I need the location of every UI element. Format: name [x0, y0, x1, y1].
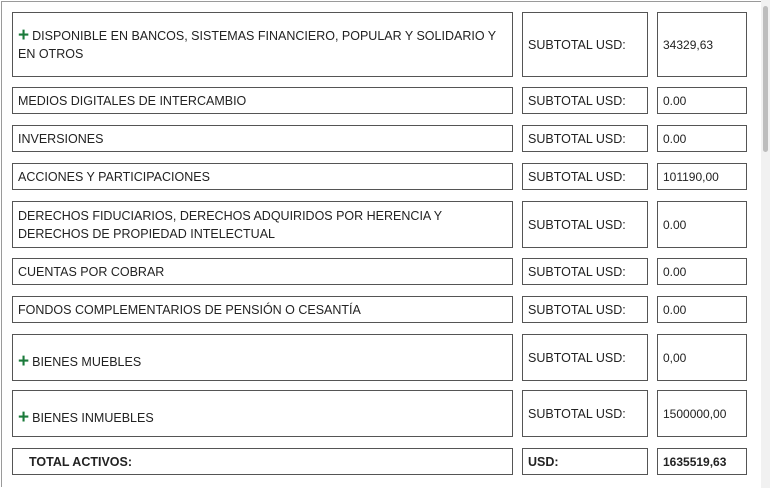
label-bienes-inmuebles[interactable]: + BIENES INMUEBLES [12, 390, 513, 437]
label-inversiones: INVERSIONES [12, 125, 513, 152]
label-disponible[interactable]: + DISPONIBLE EN BANCOS, SISTEMAS FINANCIERO, POPULAR Y SOLIDARIO Y EN OTROS [12, 12, 513, 77]
amount-field-bienes-muebles[interactable]: 0,00 [657, 334, 747, 381]
plus-icon[interactable]: + [18, 24, 30, 46]
amount-field-fondos[interactable]: 0.00 [657, 296, 747, 323]
subtotal-label: SUBTOTAL USD: [522, 87, 648, 114]
scrollbar-thumb[interactable] [763, 6, 768, 152]
label-acciones: ACCIONES Y PARTICIPACIONES [12, 163, 513, 190]
subtotal-label: SUBTOTAL USD: [522, 125, 648, 152]
total-label: TOTAL ACTIVOS: [12, 448, 513, 475]
label-fondos: FONDOS COMPLEMENTARIOS DE PENSIÓN O CESANTÍA [12, 296, 513, 323]
plus-icon[interactable]: + [18, 406, 30, 428]
subtotal-label: SUBTOTAL USD: [522, 390, 648, 437]
total-currency-label: USD: [522, 448, 648, 475]
label-derechos: DERECHOS FIDUCIARIOS, DERECHOS ADQUIRIDOS POR HERENCIA Y DERECHOS DE PROPIEDAD INTELECTUAL [12, 201, 513, 248]
subtotal-label: SUBTOTAL USD: [522, 296, 648, 323]
amount-field-inversiones[interactable]: 0.00 [657, 125, 747, 152]
label-medios-digitales: MEDIOS DIGITALES DE INTERCAMBIO [12, 87, 513, 114]
subtotal-label: SUBTOTAL USD: [522, 258, 648, 285]
amount-field-cuentas[interactable]: 0.00 [657, 258, 747, 285]
label-bienes-muebles[interactable]: + BIENES MUEBLES [12, 334, 513, 381]
subtotal-label: SUBTOTAL USD: [522, 163, 648, 190]
total-amount: 1635519,63 [657, 448, 747, 475]
amount-field-disponible[interactable]: 34329,63 [657, 12, 747, 77]
amount-field-derechos[interactable]: 0.00 [657, 201, 747, 248]
label-cuentas: CUENTAS POR COBRAR [12, 258, 513, 285]
subtotal-label: SUBTOTAL USD: [522, 12, 648, 77]
amount-field-bienes-inmuebles[interactable]: 1500000,00 [657, 390, 747, 437]
subtotal-label: SUBTOTAL USD: [522, 201, 648, 248]
amount-field-medios-digitales[interactable]: 0.00 [657, 87, 747, 114]
subtotal-label: SUBTOTAL USD: [522, 334, 648, 381]
amount-field-acciones[interactable]: 101190,00 [657, 163, 747, 190]
plus-icon[interactable]: + [18, 350, 30, 372]
